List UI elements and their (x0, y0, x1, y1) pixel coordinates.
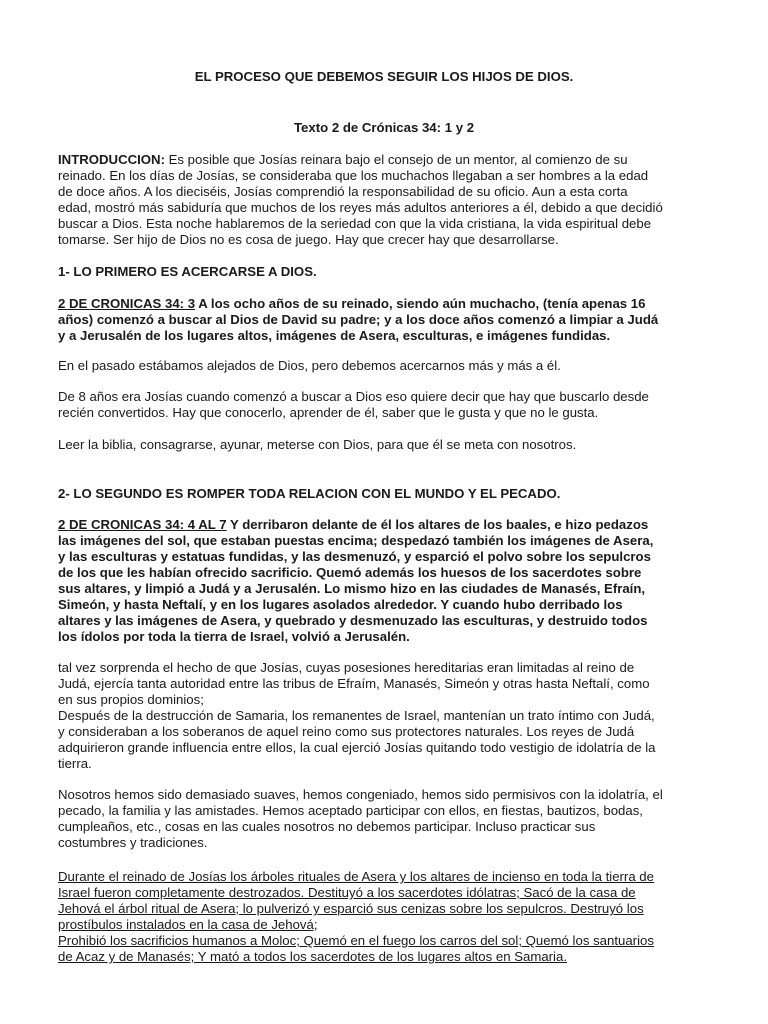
history-line: Durante el reinado de Josías los árboles rituales de Asera y los altares de incienso en toda la tierra de (58, 869, 654, 884)
section-2-paragraph-line: tierra. (58, 756, 92, 771)
section-2-reference: 2 DE CRONICAS 34: 4 AL 7 (58, 517, 227, 532)
section-2-heading: 2- LO SEGUNDO ES ROMPER TODA RELACION CON EL MUNDO Y EL PECADO. (58, 486, 561, 501)
section-1-paragraph-line: De 8 años era Josías cuando comenzó a buscar a Dios eso quiere decir que hay que buscarlo desde (58, 389, 649, 404)
section-2-paragraph-line: pecado, la familia y las amistades. Hemos aceptado participar con ellos, en fiestas, bautizos, bodas, (58, 803, 643, 818)
section-1-reference: 2 DE CRONICAS 34: 3 (58, 296, 196, 311)
history-line: Prohibió los sacrificios humanos a Moloc; Quemó en el fuego los carros del sol; Quemó los santuarios (58, 933, 654, 948)
section-1-verse-start: A los ocho años de su reinado, siendo aún muchacho, (tenía apenas 16 (195, 296, 646, 311)
section-1-paragraph-line: recién convertidos. Hay que conocerlo, aprender de él, saber que le gusta y que no le gusta. (58, 405, 599, 420)
section-2-paragraph-line: tal vez sorprenda el hecho de que Josías, cuyas posesiones hereditarias eran limitadas al reino de (58, 660, 635, 675)
subtitle: Texto 2 de Crónicas 34: 1 y 2 (293, 120, 475, 135)
section-2-paragraph-line: cumpleaños, etc., cosas en las cuales nosotros no debemos participar. Incluso practicar sus (58, 819, 596, 834)
intro-text-start: Es posible que Josías reinara bajo el consejo de un mentor, al comienzo de su (164, 152, 628, 167)
history-line: Israel fueron completamente destrozados. Destituyó a los sacerdotes idólatras; Sacó de la casa de (58, 885, 636, 900)
history-line: Jehová el árbol ritual de Asera; lo pulverizó y esparció sus cenizas sobre los sepulcros. Destruyó los (58, 901, 644, 916)
section-2-paragraph-line: costumbres y tradiciones. (58, 835, 208, 850)
section-1-heading: 1- LO PRIMERO ES ACERCARSE A DIOS. (58, 264, 317, 279)
intro-line: buscar a Dios. Esta noche hablaremos de la seriedad con que la vida cristiana, la vida espiritual debe (58, 216, 652, 231)
history-line: prostíbulos instalados en la casa de Jehová; (58, 917, 318, 932)
intro-line: edad, mostró más sabiduría que muchos de los reyes más adultos anteriores a él, debido a que decidió (58, 200, 663, 215)
section-1-paragraph: En el pasado estábamos alejados de Dios, pero debemos acercarnos más y más a él. (58, 358, 561, 373)
section-2-verse-start: Y derribaron delante de él los altares de los baales, e hizo pedazos (226, 517, 649, 532)
section-2-paragraph-line: Nosotros hemos sido demasiado suaves, hemos congeniado, hemos sido permisivos con la idolatría, el (58, 787, 663, 802)
section-2-paragraph-line: en sus propios dominios; (58, 692, 204, 707)
section-2-verse-line: Simeón, y hasta Neftalí, y en los lugares asolados alrededor. Y cuando hubo derribado los (58, 597, 623, 612)
section-2-verse-line: de los que les habían ofrecido sacrificio. Quemó además los huesos de los sacerdotes sobre (58, 565, 642, 580)
section-2-paragraph-line: y consideraban a los soberanos de aquel reino como sus protectores naturales. Los reyes de Judá (58, 724, 635, 739)
section-2-verse-line: altares y las imágenes de Asera, y quebrado y desmenuzado las esculturas, y destruido todos (58, 613, 648, 628)
section-1-paragraph: Leer la biblia, consagrarse, ayunar, meterse con Dios, para que él se meta con nosotros. (58, 437, 577, 452)
intro-label: INTRODUCCION: (58, 152, 165, 167)
page-title: EL PROCESO QUE DEBEMOS SEGUIR LOS HIJOS DE DIOS. (194, 69, 574, 84)
history-line: de Acaz y de Manasés; Y mató a todos los sacerdotes de los lugares altos en Samaria. (58, 949, 567, 964)
intro-line: reinado. En los días de Josías, se consideraba que los muchachos llegaban a ser hombres a la edad (58, 168, 649, 183)
section-2-paragraph-line: adquirieron grande influencia entre ellos, la cual ejerció Josías quitando todo vestigio de idolatría de la (58, 740, 656, 755)
section-2-verse-line: sus altares, y limpió a Judá y a Jerusalén. Lo mismo hizo en las ciudades de Manasés, Efraín, (58, 581, 646, 596)
section-2-paragraph-line: Después de la destrucción de Samaria, los remanentes de Israel, mantenían un trato íntimo con Judá, (58, 708, 655, 723)
section-1-verse-line: y a Jerusalén de los lugares altos, imágenes de Asera, esculturas, e imágenes fundidas. (58, 328, 611, 343)
section-2-verse-line-1 (58, 517, 718, 533)
section-2-verse-line: y las esculturas y estatuas fundidas, y las desmenuzó, y esparció el polvo sobre los sepulcros (58, 549, 651, 564)
section-2-verse-line: las imágenes del sol, que estaban puestas encima; despedazó también los imágenes de Asera, (58, 533, 654, 548)
intro-line: de doce años. A los dieciséis, Josías comprendió la responsabilidad de su oficio. Aun a esta corta (58, 184, 628, 199)
intro-line-1 (58, 152, 718, 168)
section-1-verse-line-1 (58, 296, 718, 312)
intro-line: tomarse. Ser hijo de Dios no es cosa de juego. Hay que crecer hay que desarrollarse. (58, 232, 559, 247)
section-2-paragraph-line: Judá, ejercía tanta autoridad entre las tribus de Efraím, Manasés, Simeón y otras hasta Neftalí, como (58, 676, 650, 691)
section-2-verse-line: los ídolos por toda la tierra de Israel, volvió a Jerusalén. (58, 629, 410, 644)
section-1-verse-line: años) comenzó a buscar al Dios de David su padre; y a los doce años comenzó a limpiar a Judá (58, 312, 659, 327)
